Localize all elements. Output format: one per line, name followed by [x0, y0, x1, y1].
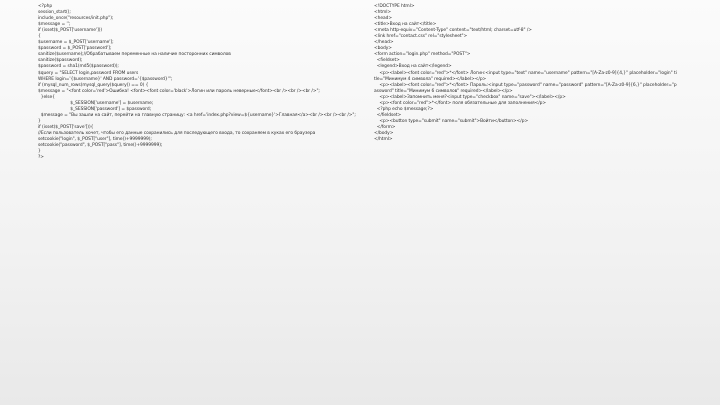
- code-line: }else{: [38, 94, 55, 100]
- code-line: }: [38, 118, 41, 124]
- code-line: if (isset($_POST['username'])): [38, 28, 104, 34]
- code-line: $message = "<font color='red'>Ошибка! <font><font color='black'>Логин или пароль неверные</font><br /><br /><br />";: [38, 88, 320, 94]
- code-line: session_start();: [38, 10, 71, 16]
- code-line: setcookie("login", $_POST["user"], time()+9999999);: [38, 137, 152, 143]
- code-line: $password = sha1(md5($password));: [38, 64, 119, 70]
- code-line: $message = '';: [38, 22, 71, 28]
- code-line: <head>: [374, 16, 393, 22]
- code-line: <legend>Вход на сайт</legend>: [374, 64, 452, 70]
- code-line: include_once("resources/init.php");: [38, 16, 114, 22]
- code-line: <p><font color="red">*</font> поля обязательные для заполнения</p>: [374, 100, 546, 106]
- code-line: setcookie("password", $_POST["pass"], time()+9999999);: [38, 143, 163, 149]
- code-line: <p><label>Запомнить меня?<input type="checkbox" name="save"></label></p>: [374, 94, 566, 100]
- code-line: <fieldset>: [374, 58, 400, 64]
- code-line: ?>: [38, 155, 44, 161]
- html-code-block: [374, 4, 678, 143]
- code-line: }: [38, 149, 41, 155]
- code-line: <!DOCTYPE html>: [374, 4, 415, 9]
- code-line: <p><label><font color="red">*</font> Пароль:<input type="password" name="password" pattern="[A-Za-z0-9]{6,}" placeholder="password" title="Минимум 6 символов" required></label></p>: [374, 82, 677, 94]
- code-line: $query = "SELECT login,password FROM users: [38, 70, 139, 76]
- code-line: sanitize($password);: [38, 58, 83, 64]
- code-line: <p><label><font color="red">*</font> Логин:<input type="text" name="username" pattern="[A-Za-z0-9]{4,}" placeholder="login" title="Минимум 4 символа" required></label></p>: [374, 70, 677, 82]
- code-line: <title>Вход на сайт</title>: [374, 22, 437, 28]
- code-line: <body>: [374, 46, 392, 52]
- php-code-block: [38, 4, 360, 161]
- code-line: $_SESSION['username'] = $username;: [38, 100, 154, 106]
- code-line: WHERE login='{$username}' AND password='{$password}'";: [38, 76, 173, 82]
- code-line: {: [38, 34, 41, 40]
- code-line: <?php: [38, 4, 53, 9]
- code-line: <form action="login.php" method="POST">: [374, 52, 471, 58]
- code-line: $message = "Вы зашли на сайт, перейти на главную страницу: <a href='index.php?view=${username}'>Главная</a><br /><br /><br />";: [38, 112, 356, 118]
- code-line: $password = $_POST['password'];: [38, 46, 112, 52]
- code-line: $_SESSION['password'] = $password;: [38, 106, 152, 112]
- code-line: if (mysql_num_rows(mysql_query($query)) == 0) {: [38, 82, 149, 88]
- code-line: </fieldset>: [374, 112, 402, 118]
- code-line: <html>: [374, 10, 392, 16]
- code-line: <?php echo $message;?>: [374, 106, 434, 112]
- code-line: <p><button type="submit" name="submit">Войти</button></p>: [374, 118, 529, 124]
- code-line: sanitize($username);//Обрабатываем переменные на наличие посторонних символов: [38, 52, 231, 58]
- code-line: $username = $_POST['username'];: [38, 40, 114, 46]
- code-line: </html>: [374, 137, 393, 143]
- code-line: <link href="contact.css" rel="stylesheet">: [374, 34, 468, 40]
- code-line: </head>: [374, 40, 394, 46]
- code-line: </body>: [374, 130, 394, 136]
- code-line: if (isset($_POST['save'])){: [38, 124, 94, 130]
- code-line: <meta http-equiv="Content-Type" content="text/html; charset=utf-8" />: [374, 28, 532, 34]
- code-line: </form>: [374, 124, 396, 130]
- code-line: //Если пользователь хочет, чтобы его данные сохранились для последующего входа, то сохраняем в куках его браузера: [38, 130, 316, 136]
